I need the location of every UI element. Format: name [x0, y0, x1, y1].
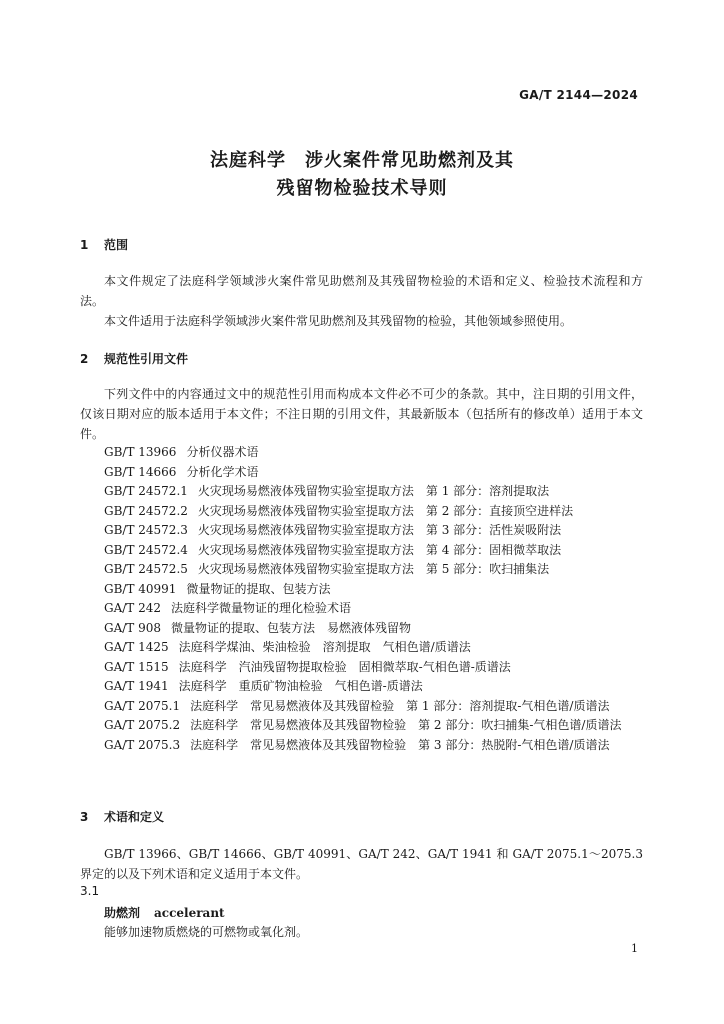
reference-item: GB/T 24572.1 火灾现场易燃液体残留物实验室提取方法 第 1 部分：溶剂提取法 — [104, 484, 550, 498]
reference-item: GA/T 2075.1 法庭科学 常见易燃液体及其残留检验 第 1 部分：溶剂提取-气相色谱/质谱法 — [104, 698, 610, 713]
section-1-title: 范围 — [104, 238, 129, 252]
scope-paragraph-2: 本文件适用于法庭科学领域涉火案件常见助燃剂及其残留物的检验，其他领域参照使用。 — [104, 314, 573, 328]
reference-item: GA/T 2075.2 法庭科学 常见易燃液体及其残留物检验 第 2 部分：吹扫捕集-气相色谱/质谱法 — [104, 718, 622, 732]
terms-intro: GB/T 13966、GB/T 14666、GB/T 40991、GA/T 242、GA/T 1941 和 GA/T 2075.1～2075.3 界定的以及下列术语和定义适用于本文件。 — [80, 847, 643, 881]
reference-item: GB/T 13966 分析仪器术语 — [104, 445, 259, 459]
normative-intro: 下列文件中的内容通过文中的规范性引用而构成本文件必不可少的条款。其中，注日期的引用文件，仅该日期对应的版本适用于本文件；不注日期的引用文件，其最新版本（包括所有的修改单）适用于本文件。 — [80, 387, 643, 441]
reference-item: GB/T 24572.3 火灾现场易燃液体残留物实验室提取方法 第 3 部分：活性炭吸附法 — [104, 523, 562, 537]
section-2-heading — [80, 350, 188, 367]
reference-item: GB/T 24572.5 火灾现场易燃液体残留物实验室提取方法 第 5 部分：吹扫捕集法 — [104, 562, 550, 576]
term-chinese: 助燃剂 — [104, 906, 141, 920]
reference-item: GA/T 1425 法庭科学煤油、柴油检验 溶剂提取 气相色谱/质谱法 — [104, 640, 471, 654]
page-number: 1 — [631, 942, 638, 955]
reference-list — [80, 443, 643, 755]
section-1-number: 1 — [80, 238, 89, 252]
term-heading — [104, 904, 225, 921]
reference-item: GA/T 1515 法庭科学 汽油残留物提取检验 固相微萃取-气相色谱-质谱法 — [104, 659, 511, 674]
reference-item: GB/T 24572.4 火灾现场易燃液体残留物实验室提取方法 第 4 部分：固相微萃取法 — [104, 542, 562, 557]
reference-item: GA/T 908 微量物证的提取、包装方法 易燃液体残留物 — [104, 620, 412, 635]
term-english: accelerant — [154, 906, 225, 920]
reference-item: GA/T 2075.3 法庭科学 常见易燃液体及其残留物检验 第 3 部分：热脱附-气相色谱/质谱法 — [104, 737, 610, 752]
section-2-title: 规范性引用文件 — [104, 352, 189, 366]
reference-item: GB/T 24572.2 火灾现场易燃液体残留物实验室提取方法 第 2 部分：直接顶空进样法 — [104, 503, 574, 518]
section-3-title: 术语和定义 — [104, 810, 165, 824]
scope-paragraph-1: 本文件规定了法庭科学领域涉火案件常见助燃剂及其残留物检验的术语和定义、检验技术流程和方法。 — [80, 274, 643, 308]
reference-item: GB/T 40991 微量物证的提取、包装方法 — [104, 581, 331, 596]
term-number: 3.1 — [80, 884, 100, 898]
section-3-heading — [80, 808, 164, 825]
standard-code: GA/T 2144—2024 — [519, 88, 638, 102]
reference-item: GA/T 1941 法庭科学 重质矿物油检验 气相色谱-质谱法 — [104, 679, 423, 693]
reference-item: GA/T 242 法庭科学微量物证的理化检验术语 — [104, 601, 352, 615]
term-definition: 能够加速物质燃烧的可燃物或氧化剂。 — [104, 925, 309, 939]
section-1-heading — [80, 236, 128, 253]
document-title — [0, 147, 724, 203]
title-line-1: 法庭科学 涉火案件常见助燃剂及其 — [210, 150, 514, 171]
section-3-number: 3 — [80, 810, 89, 824]
title-line-2: 残留物检验技术导则 — [276, 178, 448, 199]
section-2-number: 2 — [80, 352, 89, 366]
reference-item: GB/T 14666 分析化学术语 — [104, 464, 259, 479]
